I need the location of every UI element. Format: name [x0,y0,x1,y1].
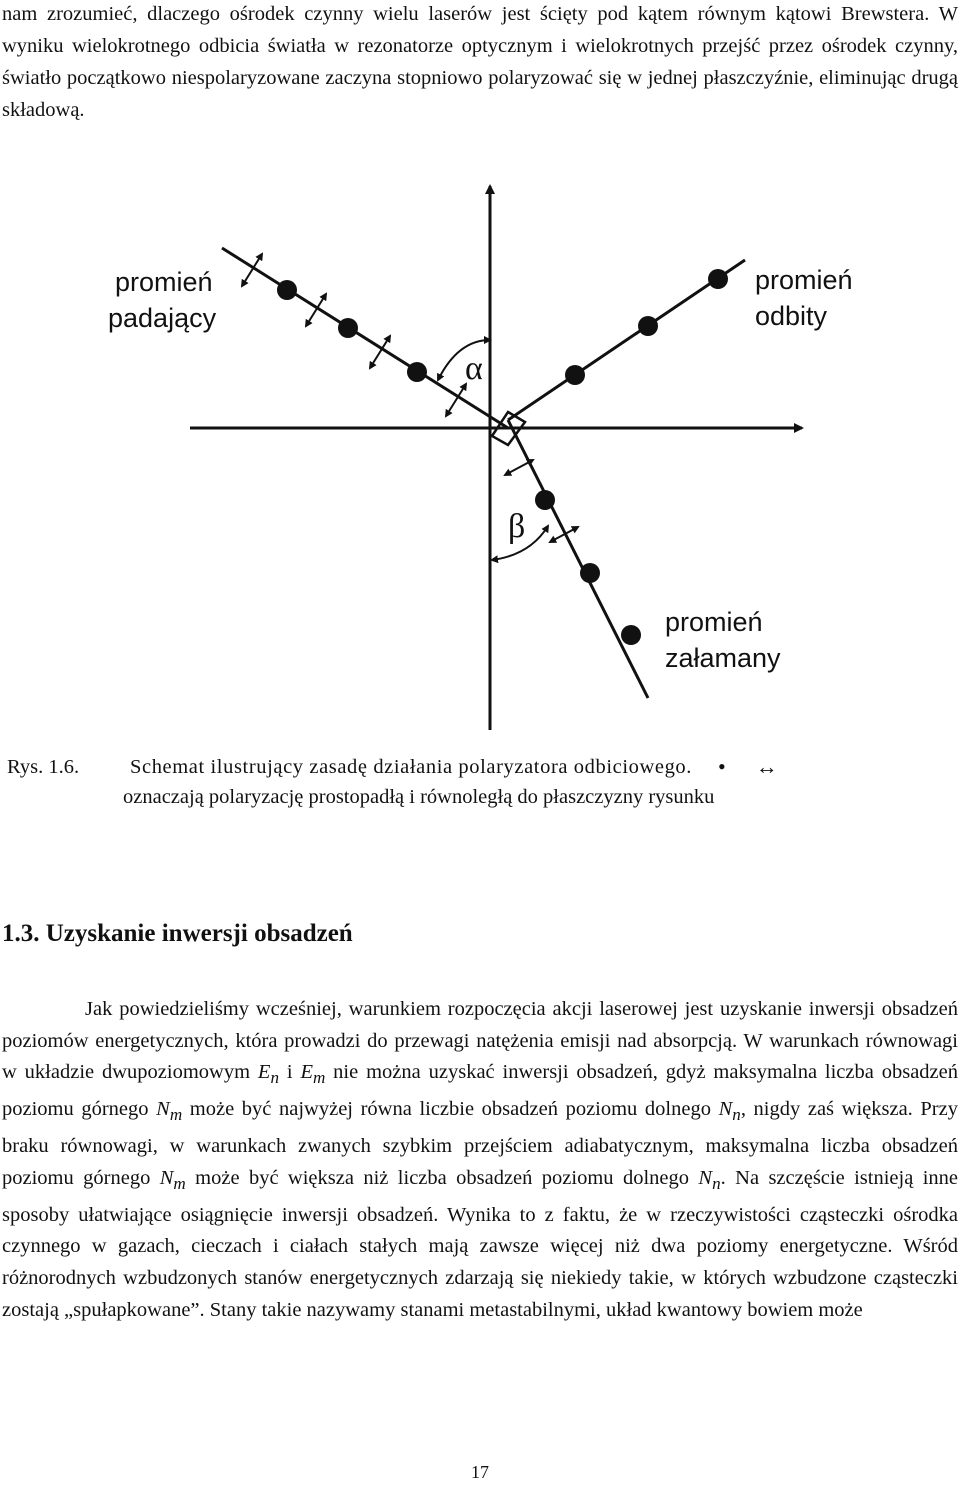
paragraph-text-5: może być większa niż liczba obsadzeń poziomu dolnego [185,1166,699,1189]
subscript-n: n [732,1105,741,1125]
subscript-n: n [712,1173,721,1193]
polarization-dot [708,269,728,289]
paragraph-text-3: może być najwyżej równa liczbie obsadzeń poziomu dolnego [182,1098,719,1121]
subscript-m: m [312,1068,326,1088]
figure-caption [7,752,940,812]
paragraph-text-1: Jak powiedzieliśmy wcześniej, warunkiem rozpoczęcia akcji laserowej jest uzyskanie inwersji obsadzeń poziomów energetycznych, która prowadzi do przewagi natężenia emisji nad absorpcją. W warunkach równowagi w układzie dwupoziomowym [2,998,958,1084]
incident-ray [222,248,508,428]
polarization-dot [638,316,658,336]
symbol-nn: N [718,1098,733,1121]
paragraph-text-6: . Na szczęście istnieją inne sposoby ułatwiające osiągnięcie inwersji obsadzeń. Wynika to z faktu, że w rzeczywistości cząsteczki ośrodka czynnego w gazach, cieczach i ciałach stałych mają zawsze więcej niż dwa poziomy energetyczne. Wśród różnorodnych wzbudzonych stanów energetycznych zdarzają się niekiedy takie, w których wzbudzone cząsteczki zostają „spułapkowane”. Stany takie nazywamy stanami metastabilnymi, układ kwantowy bowiem może [2,1166,958,1321]
refracted-ray-label-line2: załamany [665,643,781,673]
alpha-label: α [465,350,483,387]
caption-number: Rys. 1.6. [7,756,80,778]
dot-symbol: • [718,754,726,779]
double-arrow-symbol: ↔ [755,754,778,779]
subscript-m: m [169,1105,183,1125]
paragraph-text-2: nie można uzyskać inwersji obsadzeń, gdyż maksymalna liczba obsadzeń poziomu górnego [2,1061,958,1121]
polarization-dot [535,490,555,510]
figure-diagram [0,170,960,730]
reflected-ray-label-line2: odbity [755,301,828,331]
reflected-ray-label-line1: promień [755,265,853,295]
symbol-en: E [257,1061,271,1084]
conjunction-text: i [278,1061,301,1084]
beta-label: β [508,508,526,545]
subscript-m: m [173,1173,186,1193]
caption-legend-line: oznaczają polaryzację prostopadłą i równoległą do płaszczyzny rysunku [123,786,715,808]
brewster-figure [0,170,960,730]
polarization-dot [580,563,600,583]
polarization-dot [407,362,427,382]
polarization-dot [277,280,297,300]
incident-ray-label-line2: padający [108,303,217,333]
polarization-arrow [505,460,533,475]
section-body [2,994,958,1326]
polarization-dot [621,625,641,645]
intro-text-block [2,0,958,126]
section-paragraph [2,994,958,1326]
symbol-em: E [300,1061,313,1084]
caption-text: Schemat ilustrujący zasadę działania polaryzatora odbiciowego. [130,756,693,778]
symbol-nn: N [698,1166,713,1189]
symbol-nm: N [159,1166,174,1189]
paragraph-text-4: , nigdy zaś większa. Przy braku równowagi, w warunkach zwanych szybkim przejściem adiabatycznym, maksymalna liczba obsadzeń poziomu górnego [2,1098,958,1189]
subscript-n: n [270,1068,279,1088]
symbol-nm: N [156,1098,170,1121]
section-heading: 1.3. Uzyskanie inwersji obsadzeń [2,920,353,947]
polarization-dot [565,365,585,385]
intro-paragraph: nam zrozumieć, dlaczego ośrodek czynny wielu laserów jest ścięty pod kątem równym kątowi Brewstera. W wyniku wielokrotnego odbicia światła w rezonatorze optycznym i wielokrotnych przejść przez ośrodek czynny, światło początkowo niespolaryzowane zaczyna stopniowo polaryzować się w jednej płaszczyźnie, eliminując drugą składową. [2,3,958,121]
polarization-dot [338,318,358,338]
page-number: 17 [471,1462,489,1482]
incident-ray-label-line1: promień [115,267,213,297]
refracted-ray-label-line1: promień [665,607,763,637]
